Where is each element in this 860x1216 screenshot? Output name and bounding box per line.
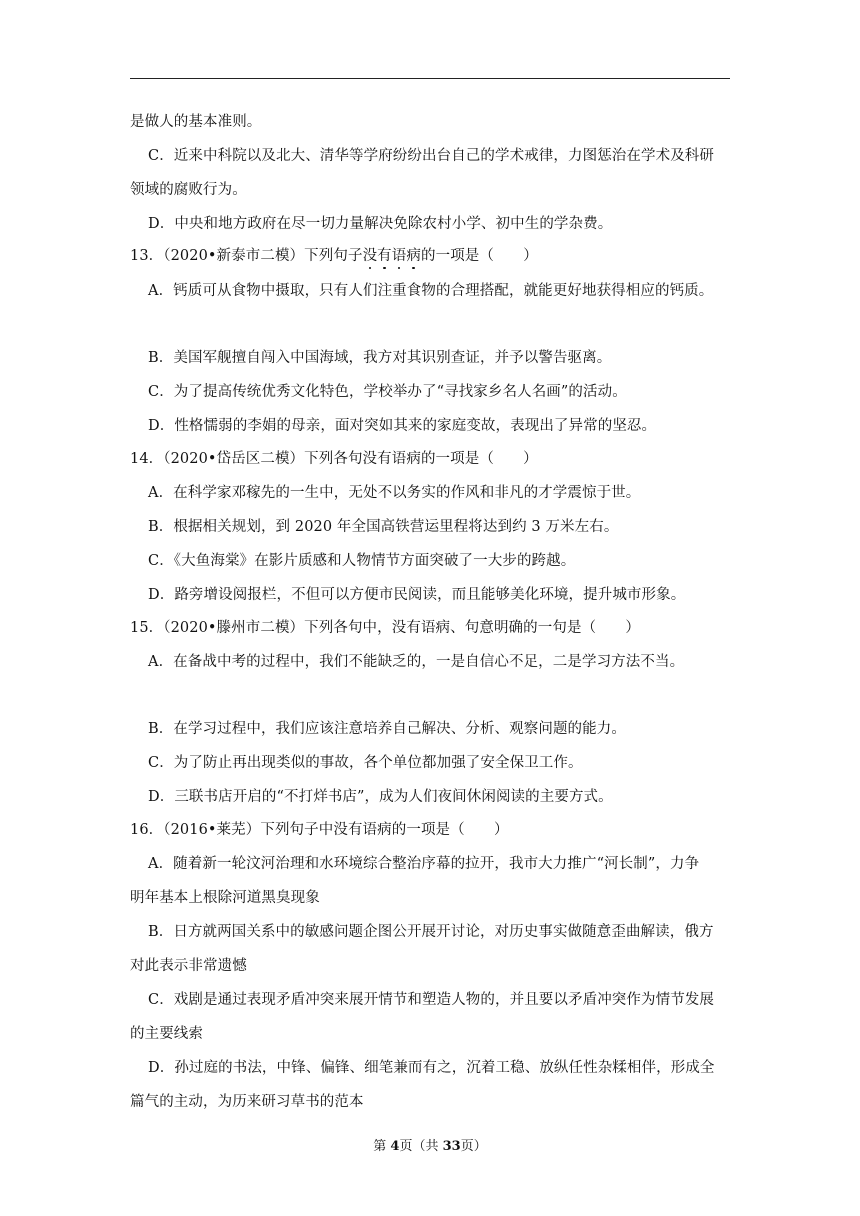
option-b: B．美国军舰擅自闯入中国海域，我方对其识别查证，并予以警告驱离。 (148, 350, 612, 366)
emphasis-char: 语 (391, 248, 407, 264)
text-line: 领域的腐败行为。 (130, 182, 247, 198)
question-14: 14．（2020•岱岳区二模）下列各句没有语病的一项是（ ） (130, 451, 538, 467)
option-c: C．近来中科院以及北大、清华等学府纷纷出台自己的学术戒律，力图惩治在学术及科研 (148, 148, 714, 164)
footer-prefix: 第 (373, 1139, 391, 1154)
text-line: 是做人的基本准则。 (130, 114, 262, 130)
option-d: D．中央和地方政府在尽一切力量解决免除农村小学、初中生的学杂费。 (148, 216, 613, 232)
emphasis-char: 没 (362, 248, 378, 264)
option-d: D．孙过庭的书法，中锋、偏锋、细笔兼而有之，沉着工稳、放纵任性杂糅相伴，形成全 (148, 1060, 715, 1076)
option-c: C．为了防止再出现类似的事故，各个单位都加强了安全保卫工作。 (148, 755, 583, 771)
option-b-cont: 对此表示非常遗憾 (130, 958, 247, 974)
option-d: D．性格懦弱的李娟的母亲，面对突如其来的家庭变故，表现出了异常的坚忍。 (148, 418, 657, 434)
option-a: A．在备战中考的过程中，我们不能缺乏的，一是自信心不足，二是学习方法不当。 (148, 654, 685, 670)
page-footer (0, 1138, 860, 1156)
option-c: C．《大鱼海棠》在影片质感和人物情节方面突破了一大步的跨越。 (148, 553, 576, 569)
option-a: A．钙质可从食物中摄取，只有人们注重食物的合理搭配，就能更好地获得相应的钙质。 (148, 283, 714, 299)
question-13-stem: 13．（2020•新泰市二模）下列句子 (130, 248, 363, 264)
option-c: C．为了提高传统优秀文化特色，学校举办了“寻找家乡名人名画”的活动。 (148, 384, 627, 400)
question-15: 15．（2020•滕州市二模）下列各句中，没有语病、句意明确的一句是（ ） (130, 620, 640, 636)
page-total: 33 (442, 1139, 461, 1154)
emphasis-char: 病 (406, 248, 421, 264)
footer-middle: 页（共 (399, 1139, 443, 1154)
option-c-cont: 的主要线索 (130, 1026, 203, 1042)
option-d: D．路旁增设阅报栏，不但可以方便市民阅读，而且能够美化环境，提升城市形象。 (148, 587, 686, 603)
option-a: A．随着新一轮汶河治理和水环境综合整治序幕的拉开，我市大力推广“河长制”，力争 (148, 856, 700, 872)
option-b: B．根据相关规划，到 2020 年全国高铁营运里程将达到约 3 万米左右。 (148, 519, 619, 535)
footer-suffix: 页） (460, 1139, 487, 1154)
option-c: C．戏剧是通过表现矛盾冲突来展开情节和塑造人物的，并且要以矛盾冲突作为情节发展 (148, 992, 714, 1008)
option-b: B．日方就两国关系中的敏感问题企图公开展开讨论，对历史事实做随意歪曲解读，俄方 (148, 924, 714, 940)
question-13-stem-end: 的一项是（ ） (421, 248, 538, 264)
question-16: 16．（2016•莱芜）下列句子中没有语病的一项是（ ） (130, 822, 509, 838)
option-d: D．三联书店开启的“不打烊书店”，成为人们夜间休闲阅读的主要方式。 (148, 789, 613, 805)
page-number: 4 (390, 1139, 400, 1154)
option-a: A．在科学家邓稼先的一生中，无处不以务实的作风和非凡的才学震惊于世。 (148, 485, 641, 501)
option-b: B．在学习过程中，我们应该注意培养自己解决、分析、观察问题的能力。 (148, 721, 626, 737)
option-d-cont: 篇气的主动，为历来研习草书的范本 (130, 1094, 364, 1110)
emphasis-char: 有 (377, 248, 392, 264)
question-13 (130, 246, 732, 266)
header-rule (130, 78, 730, 79)
option-a-cont: 明年基本上根除河道黑臭现象 (130, 890, 320, 906)
